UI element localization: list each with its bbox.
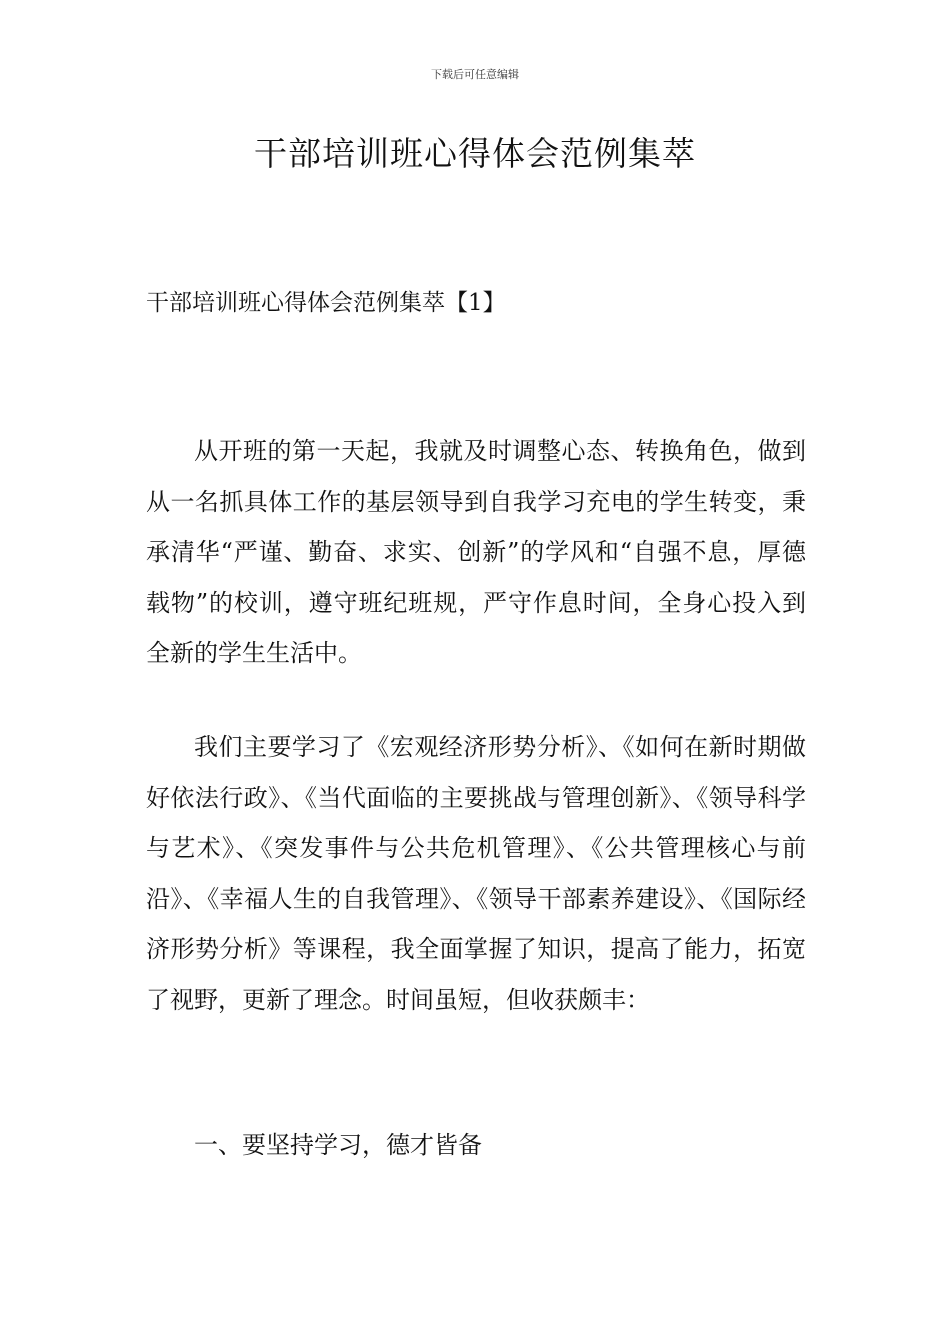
paragraph-1: 从开班的第一天起，我就及时调整心态、转换角色，做到从一名抓具体工作的基层领导到自我学习充电的学生转变，秉承清华“严谨、勤奋、求实、创新”的学风和“自强不息，厚德载物”的校训，遵守班纪班规，严守作息时间，全身心投入到全新的学生生活中。 (146, 437, 806, 667)
paragraph-2: 我们主要学习了《宏观经济形势分析》、《如何在新时期做好依法行政》、《当代面临的主要挑战与管理创新》、《领导科学与艺术》、《突发事件与公共危机管理》、《公共管理核心与前沿》、《幸福人生的自我管理》、《领导干部素养建设》、《国际经济形势分析》等课程，我全面掌握了知识，提高了能力，拓宽了视野，更新了理念。时间虽短，但收获颇丰： (146, 733, 806, 1014)
subheading: 一、要坚持学习，德才皆备 (194, 1131, 482, 1159)
header-note: 下载后可任意编辑 (431, 68, 519, 81)
section-title: 干部培训班心得体会范例集萃【1】 (146, 290, 506, 316)
document-title: 干部培训班心得体会范例集萃 (254, 134, 696, 173)
